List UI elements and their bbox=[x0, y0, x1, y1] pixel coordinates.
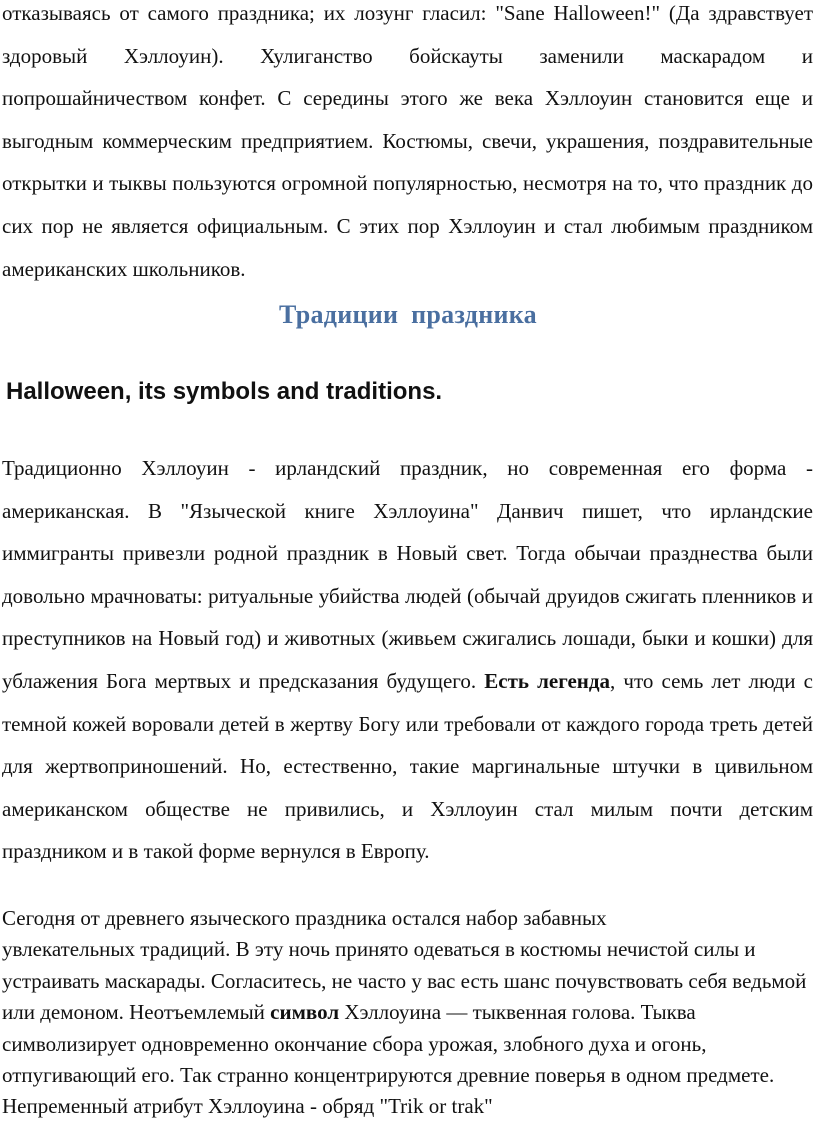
symbol-bold-text: символ bbox=[270, 1000, 340, 1025]
traditions-text-part1: увлекательных традиций. В эту ночь принято одеваться в костюмы нечистой силы и устраивать маскарады. Согласитесь, не часто у вас есть шанс почувствовать себя ведьмой или демоном. Неотъемлемый bbox=[2, 937, 807, 1025]
section-heading-traditions: Традиции праздника bbox=[279, 300, 537, 329]
legend-bold-text: Есть легенда bbox=[484, 668, 611, 693]
traditions-text-line1: Сегодня от древнего языческого праздника остался набор забавных bbox=[2, 906, 607, 930]
history-paragraph bbox=[0, 447, 816, 873]
traditions-text-part2: Хэллоуина — тыквенная голова. Тыква символизирует одновременно окончание сбора урожая, злобного духа и огонь, отпугивающий его. Так странно концентрируются древние поверья в одном предмете. Непременный атрибут Хэллоуина - обряд "Trik or trak" bbox=[2, 1000, 775, 1119]
history-text-part2: , что семь лет люди с темной кожей воровали детей в жертву Богу или требовали от каждого города треть детей для жертвоприношений. Но, естественно, такие маргинальные штучки в цивильном американском обществе не привились, и Хэллоуин стал милым почти детским праздником и в такой форме вернулся в Европу. bbox=[2, 668, 813, 864]
history-text-part1: Традиционно Хэллоуин - ирландский праздник, но современная его форма - американская. В "Языческой книге Хэллоуина" Данвич пишет, что ирландские иммигранты привезли родной праздник в Новый свет. Тогда обычаи празднества были довольно мрачноваты: ритуальные убийства людей (обычай друидов сжигать пленников и преступников на Новый год) и животных (живьем сжигались лошади, быки и кошки) для ублажения Бога мертвых и предсказания будущего. bbox=[2, 456, 813, 693]
intro-paragraph: отказываясь от самого праздника; их лозунг гласил: "Sane Halloween!" (Да здравствует здоровый Хэллоуин). Хулиганство бойскауты заменили маскарадом и попрошайничеством конфет. С середины этого же века Хэллоуин становится еще и выгодным коммерческим предприятием. Костюмы, свечи, украшения, поздравительные открытки и тыквы пользуются огромной популярностью, несмотря на то, что праздник до сих пор не является официальным. С этих пор Хэллоуин и стал любимым праздником американских школьников. bbox=[2, 1, 813, 281]
traditions-paragraph bbox=[0, 903, 813, 1123]
section-heading-english: Halloween, its symbols and traditions. bbox=[6, 378, 443, 405]
